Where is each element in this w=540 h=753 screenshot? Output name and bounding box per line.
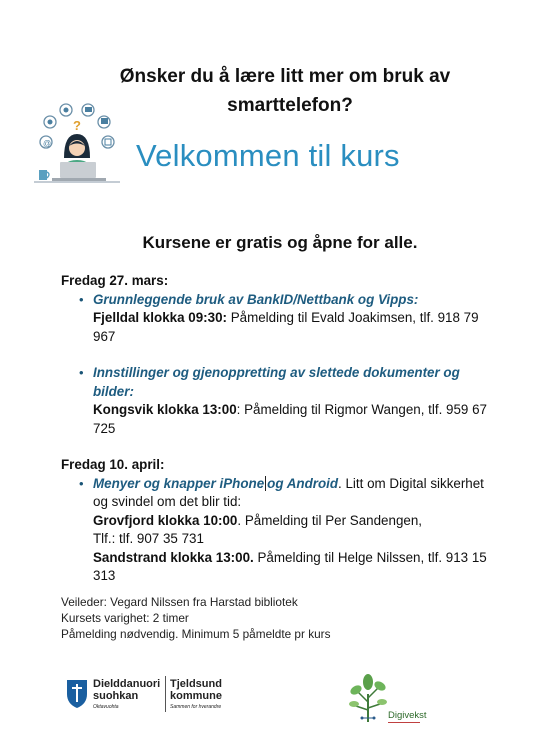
bullet-icon: • xyxy=(79,291,84,307)
instructor-line: Veileder: Vegard Nilssen fra Harstad bibliotek xyxy=(61,595,298,609)
duration-line: Kursets varighet: 2 timer xyxy=(61,611,189,625)
digivekst-label: Digivekst xyxy=(388,710,427,721)
spacer xyxy=(93,346,501,364)
course-title: Grunnleggende bruk av BankID/Nettbank og Vipps: xyxy=(93,291,419,307)
day-heading-1: Fredag 27. mars: xyxy=(61,273,169,288)
headline-line-1: Ønsker du å lære litt mer om bruk av xyxy=(119,66,451,87)
course-title: Innstillinger og gjenoppretting av slettede dokumenter og bilder: xyxy=(93,365,460,399)
logo-right-name-1: Tjeldsund xyxy=(170,678,222,690)
svg-text:?: ? xyxy=(73,118,81,133)
course-title-part-1: Menyer og knapper iPhone xyxy=(93,475,265,491)
logo-right-text xyxy=(170,678,222,712)
session-1-phone: Tlf.: tlf. 907 35 731 xyxy=(93,531,204,546)
course-signup: : Påmelding til Rigmor Wangen, tlf. 959 67 725 xyxy=(93,402,487,436)
course-place-time: Kongsvik klokka 13:00 xyxy=(93,402,237,417)
svg-text:@: @ xyxy=(43,139,52,148)
list-item xyxy=(79,364,501,438)
course-info xyxy=(61,594,331,642)
headline-line-2: smarttelefon? xyxy=(227,95,353,116)
session-1-place-time: Grovfjord klokka 10:00 xyxy=(93,512,238,528)
day-heading-2: Fredag 10. april: xyxy=(61,457,165,472)
digivekst-logo xyxy=(348,672,458,724)
course-place-time: Fjelldal klokka 09:30: xyxy=(93,310,227,325)
list-item xyxy=(79,475,501,586)
subheading: Kursene er gratis og åpne for alle. xyxy=(142,233,418,252)
course-list xyxy=(61,272,501,586)
digivekst-tree-icon xyxy=(348,672,388,724)
bullet-icon: • xyxy=(79,475,84,491)
list-item xyxy=(79,291,501,347)
course-title-part-2: og Android xyxy=(267,475,339,491)
welcome-title: Velkommen til kurs xyxy=(136,138,400,173)
course-list-day-2 xyxy=(61,475,501,586)
person-laptop-illustration-icon xyxy=(30,96,126,192)
logo-divider xyxy=(165,676,166,712)
municipality-logo xyxy=(66,676,236,722)
logo-left-name-2: suohkan xyxy=(93,690,139,702)
course-title xyxy=(93,476,338,491)
coat-of-arms-icon xyxy=(66,679,88,709)
session-2-signup: Påmelding til Helge Nilssen, tlf. 913 15 313 xyxy=(93,549,487,583)
text-cursor-icon xyxy=(265,476,266,491)
course-list-day-1 xyxy=(61,291,501,439)
spacer xyxy=(61,438,501,456)
logo-left-sub: Oktavuohta xyxy=(93,704,119,710)
course-description: . Litt om Digital sikkerhet og svindel om det blir tid: xyxy=(93,475,484,509)
session-2-place-time: Sandstrand klokka 13:00. xyxy=(93,549,254,565)
logo-right-name-2: kommune xyxy=(170,690,222,702)
session-1-signup: . Påmelding til Per Sandengen, xyxy=(237,512,423,528)
logo-left-text xyxy=(93,678,160,712)
logo-left-name-1: Dielddanuori xyxy=(93,678,161,690)
signup-required-line: Påmelding nødvendig. Minimum 5 påmeldte pr kurs xyxy=(61,627,331,641)
digivekst-underline xyxy=(388,722,420,723)
course-signup: Påmelding til Evald Joakimsen, tlf. 918 79 967 xyxy=(93,310,479,344)
bullet-icon: • xyxy=(79,365,84,380)
logo-right-sub: Sammen for hverandre xyxy=(170,704,222,710)
